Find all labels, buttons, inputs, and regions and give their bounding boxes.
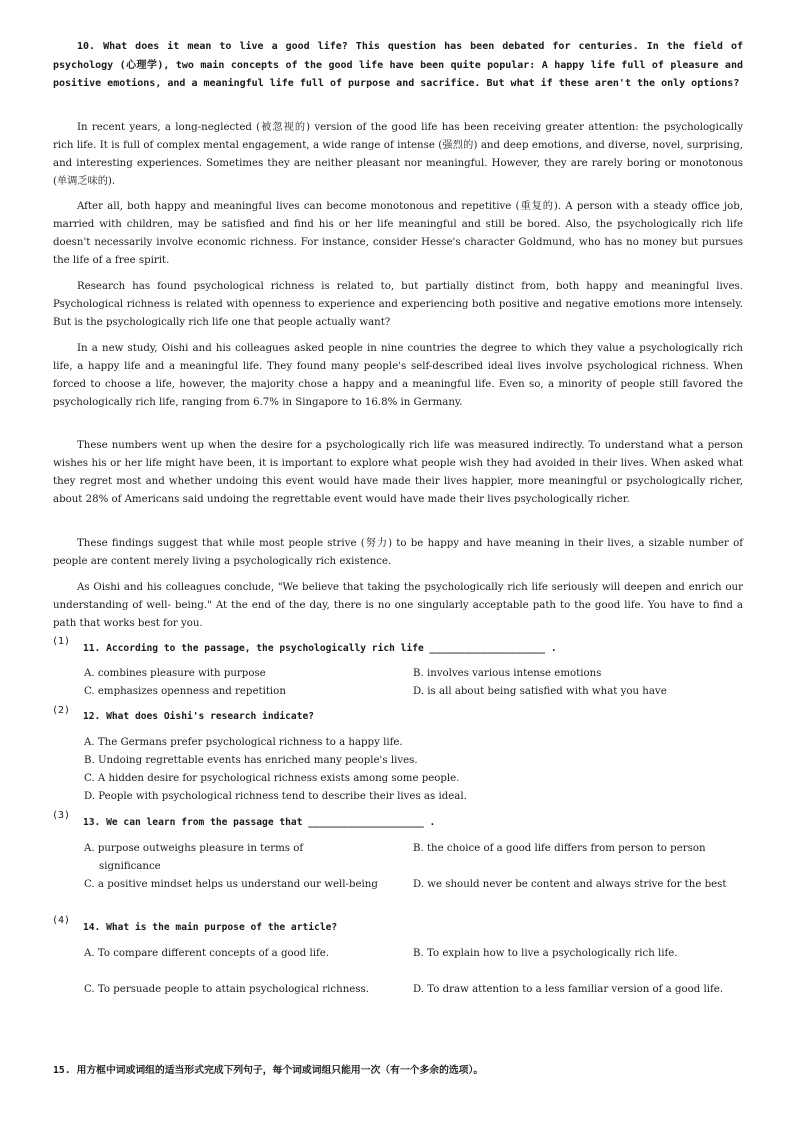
option-12-b[interactable]: B. Undoing regrettable events has enriched many people's lives.: [84, 755, 418, 766]
option-14-d[interactable]: D. To draw attention to a less familiar version of a good life.: [413, 984, 724, 995]
question-stem-14: 14. What is the main purpose of the article?: [83, 922, 338, 933]
question-stem-12: 12. What does Oishi's research indicate?: [83, 711, 315, 722]
option-13-a[interactable]: A. purpose outweighs pleasure in terms of significance: [84, 843, 304, 872]
passage-paragraph-4: In a new study, Oishi and his colleagues asked people in nine countries the degree to which they value a psychologically rich life, a happy life and a meaningful life. They found many people's self-described ideal lives involve psychological richness. When forced to choose a life, however, the majority chose a happy and a meaningful life. Even so, a minority of people still favored the psychologically rich life, ranging from 6.7% in Singapore to 16.8% in Germany.: [53, 343, 743, 408]
option-12-a[interactable]: A. The Germans prefer psychological richness to a happy life.: [84, 737, 403, 748]
passage-paragraph-1: In recent years, a long-neglected (被忽视的) version of the good life has been receiving greater attention: the psychologically rich life. It is full of complex mental engagement, a wide range of intense (强烈的) and deep emotions, and diverse, novel, surprising, and interesting experiences. Sometimes they are neither pleasant nor meaningful. However, they are rarely boring or monotonous (单调乏味的).: [53, 122, 743, 187]
passage-paragraph-5: These numbers went up when the desire for a psychologically rich life was measured indirectly. To understand what a person wishes his or her life might have been, it is important to explore what people wish they had avoided in their lives. When asked what they regret most and whether undoing this event would have made their lives happier, more meaningful or psychologically richer, about 28% of Americans said undoing the regrettable event would have made their lives psychologically richer.: [53, 440, 743, 505]
option-14-a[interactable]: A. To compare different concepts of a good life.: [84, 948, 330, 959]
option-14-b[interactable]: B. To explain how to live a psychologically rich life.: [413, 948, 678, 959]
option-11-b[interactable]: B. involves various intense emotions: [413, 668, 602, 679]
question-number-3: (3): [52, 810, 71, 821]
option-13-d[interactable]: D. we should never be content and always strive for the best: [413, 879, 727, 890]
option-13-c[interactable]: C. a positive mindset helps us understand our well-being: [84, 879, 378, 890]
question-15-instruction: 15. 用方框中词或词组的适当形式完成下列句子，每个词或词组只能用一次（有一个多余的选项）。: [53, 1065, 484, 1076]
passage-intro: 10. What does it mean to live a good life? This question has been debated for centuries. In the field of psychology (心理学), two main concepts of the good life have been quite popular: A happy life full of pleasure and positive emotions, and a meaningful life full of purpose and sacrifice. But what if these aren't the only options?: [53, 41, 743, 89]
passage-paragraph-3: Research has found psychological richness is related to, but partially distinct from, both happy and meaningful lives. Psychological richness is related with openness to experience and experiencing both positive and negative emotions more intensely. But is the psychologically rich life one that people actually want?: [53, 281, 743, 328]
option-11-a[interactable]: A. combines pleasure with purpose: [84, 668, 266, 679]
option-11-d[interactable]: D. is all about being satisfied with what you have: [413, 686, 667, 697]
option-12-d[interactable]: D. People with psychological richness tend to describe their lives as ideal.: [84, 791, 467, 802]
option-14-c[interactable]: C. To persuade people to attain psychological richness.: [84, 984, 369, 995]
question-number-1: (1): [52, 636, 71, 647]
question-stem-13: 13. We can learn from the passage that ____________________ .: [83, 817, 436, 828]
option-11-c[interactable]: C. emphasizes openness and repetition: [84, 686, 286, 697]
option-12-c[interactable]: C. A hidden desire for psychological richness exists among some people.: [84, 773, 460, 784]
question-stem-11: 11. According to the passage, the psychologically rich life ____________________ .: [83, 643, 557, 654]
question-number-2: (2): [52, 705, 71, 716]
question-number-4: (4): [52, 915, 71, 926]
passage-paragraph-7: As Oishi and his colleagues conclude, "We believe that taking the psychologically rich life seriously will deepen and enrich our understanding of well- being." At the end of the day, there is no one singularly acceptable path to the good life. You have to find a path that works best for you.: [53, 582, 743, 629]
passage-paragraph-2: After all, both happy and meaningful lives can become monotonous and repetitive (重复的). A person with a steady office job, married with children, may be satisfied and find his or her life meaningful and still be bored. Also, the psychologically rich life doesn't necessarily involve economic richness. For instance, consider Hesse's character Goldmund, who has no money but pursues the life of a free spirit.: [53, 201, 743, 266]
passage-paragraph-6: These findings suggest that while most people strive (努力) to be happy and have meaning in their lives, a sizable number of people are content merely living a psychologically rich existence.: [53, 538, 743, 567]
option-13-b[interactable]: B. the choice of a good life differs from person to person: [413, 843, 706, 854]
